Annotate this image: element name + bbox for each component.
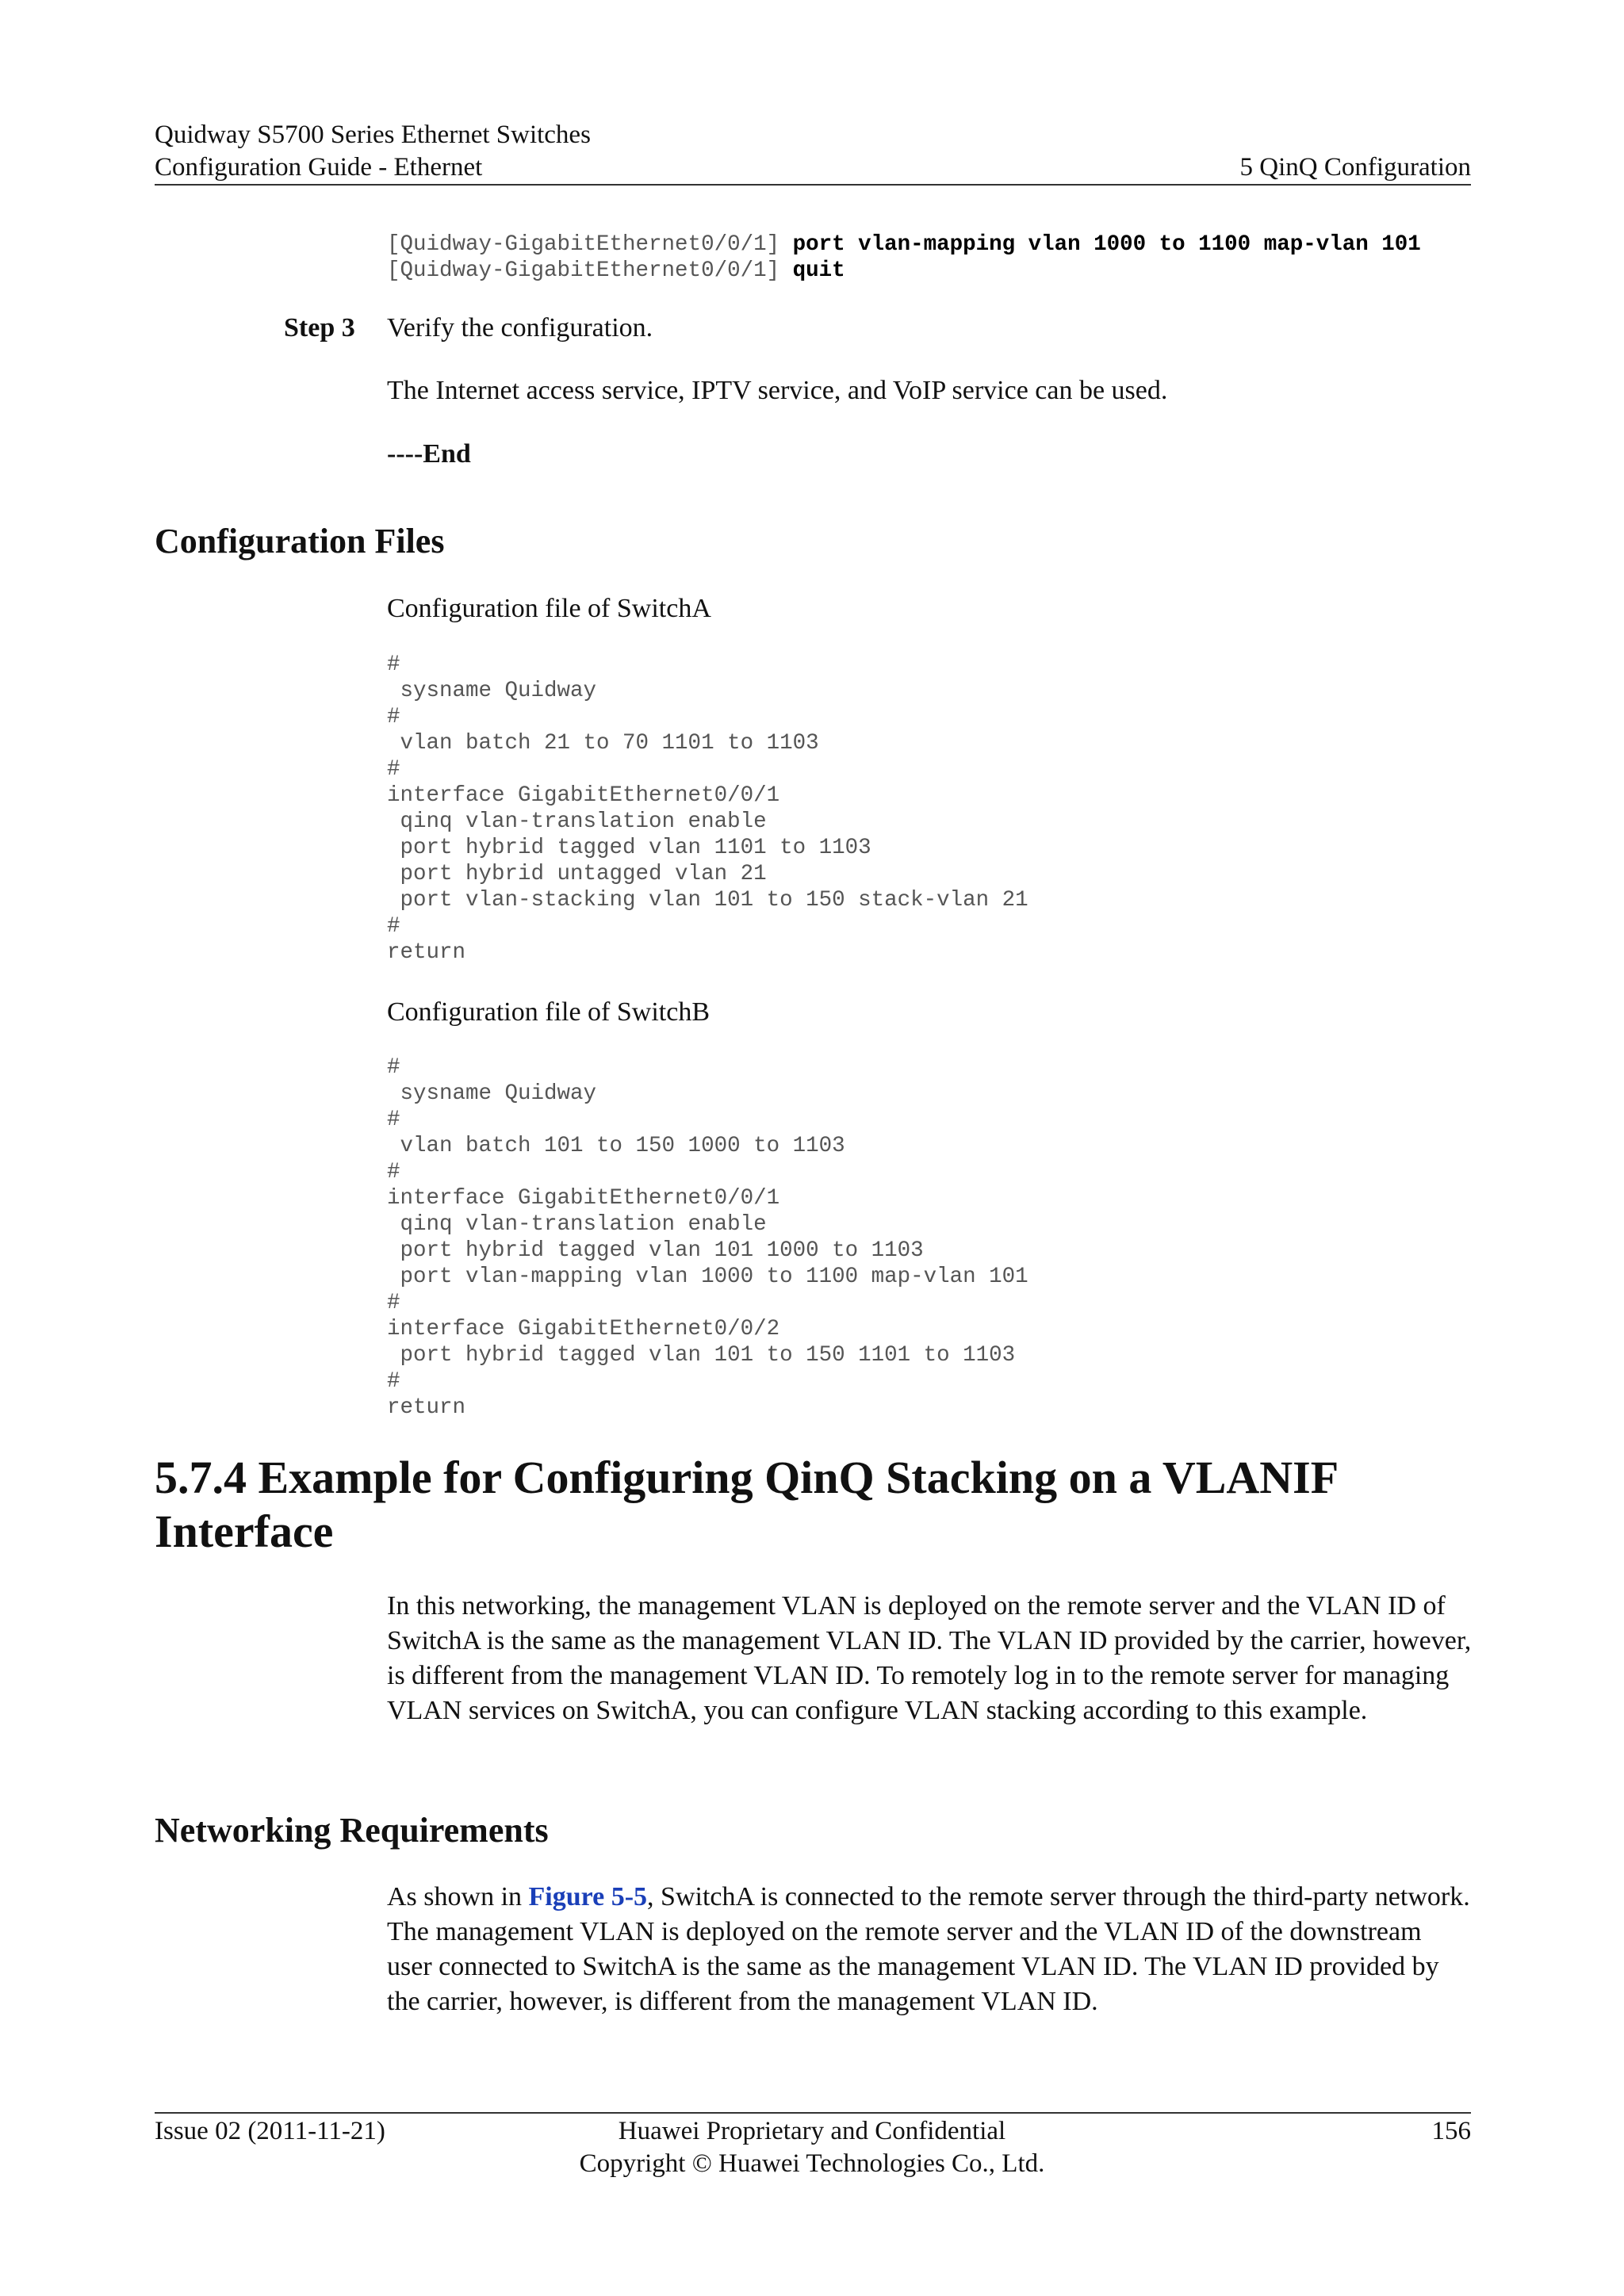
command-prompt: [Quidway-GigabitEthernet0/0/1] [387, 232, 793, 257]
command-prompt: [Quidway-GigabitEthernet0/0/1] [387, 258, 793, 283]
networking-text-rest: , SwitchA is connected to the remote server through the third-party network. The management VLAN is deployed on the remote server and the VLAN ID of the downstream user connected to SwitchA is the same as the management VLAN ID. The VLAN ID provided by the carrier, however, is different from the management VLAN ID. [387, 1882, 1470, 2016]
step-text: Verify the configuration. [387, 313, 653, 342]
figure-link[interactable]: Figure 5-5 [528, 1882, 648, 1911]
confidentiality-notice: Huawei Proprietary and Confidential [618, 2117, 1006, 2145]
switcha-config-label: Configuration file of SwitchA [387, 594, 711, 623]
header-divider [155, 184, 1471, 186]
networking-heading: Networking Requirements [155, 1811, 549, 1850]
step-label: Step 3 [284, 313, 355, 342]
command-text: port vlan-mapping vlan 1000 to 1100 map-vlan 101 [792, 232, 1421, 257]
command-block [387, 232, 1421, 284]
chapter-title: 5 QinQ Configuration [1239, 153, 1471, 182]
copyright-notice: Copyright © Huawei Technologies Co., Ltd. [579, 2149, 1045, 2178]
switchb-config-label: Configuration file of SwitchB [387, 997, 710, 1027]
config-files-heading: Configuration Files [155, 522, 445, 561]
section-intro: In this networking, the management VLAN is deployed on the remote server and the VLAN ID of SwitchA is the same as the management VLAN ID. The VLAN ID provided by the carrier, however, is different from the management VLAN ID. To remotely log in to the remote server for managing VLAN services on SwitchA, you can configure VLAN stacking according to this example. [387, 1591, 1472, 1725]
doc-subtitle: Configuration Guide - Ethernet [155, 153, 483, 182]
switcha-config-code: # sysname Quidway # vlan batch 21 to 70 1101 to 1103 # interface GigabitEthernet0/0/1 qinq vlan-translation enable port hybrid tagged vlan 1101 to 1103 port hybrid untagged vlan 21 port vlan-stacking vlan 101 to 150 stack-vlan 21 # return [387, 652, 1028, 965]
networking-paragraph [387, 1880, 1472, 2019]
section-title: 5.7.4 Example for Configuring QinQ Stacking on a VLANIF Interface [155, 1452, 1338, 1557]
step-result: The Internet access service, IPTV service, and VoIP service can be used. [387, 376, 1168, 405]
doc-title: Quidway S5700 Series Ethernet Switches [155, 121, 591, 149]
step-end-marker: ----End [387, 439, 471, 469]
footer-divider [155, 2112, 1471, 2114]
switchb-config-code: # sysname Quidway # vlan batch 101 to 150 1000 to 1103 # interface GigabitEthernet0/0/1 qinq vlan-translation enable port hybrid tagged vlan 101 1000 to 1103 port vlan-mapping vlan 1000 to 1100 map-vlan 101 # interface GigabitEthernet0/0/2 port hybrid tagged vlan 101 to 150 1101 to 1103 # return [387, 1055, 1028, 1420]
issue-date: Issue 02 (2011-11-21) [155, 2117, 385, 2145]
command-text: quit [792, 258, 845, 283]
networking-text-start: As shown in [387, 1882, 529, 1911]
page-number: 156 [1431, 2117, 1471, 2145]
